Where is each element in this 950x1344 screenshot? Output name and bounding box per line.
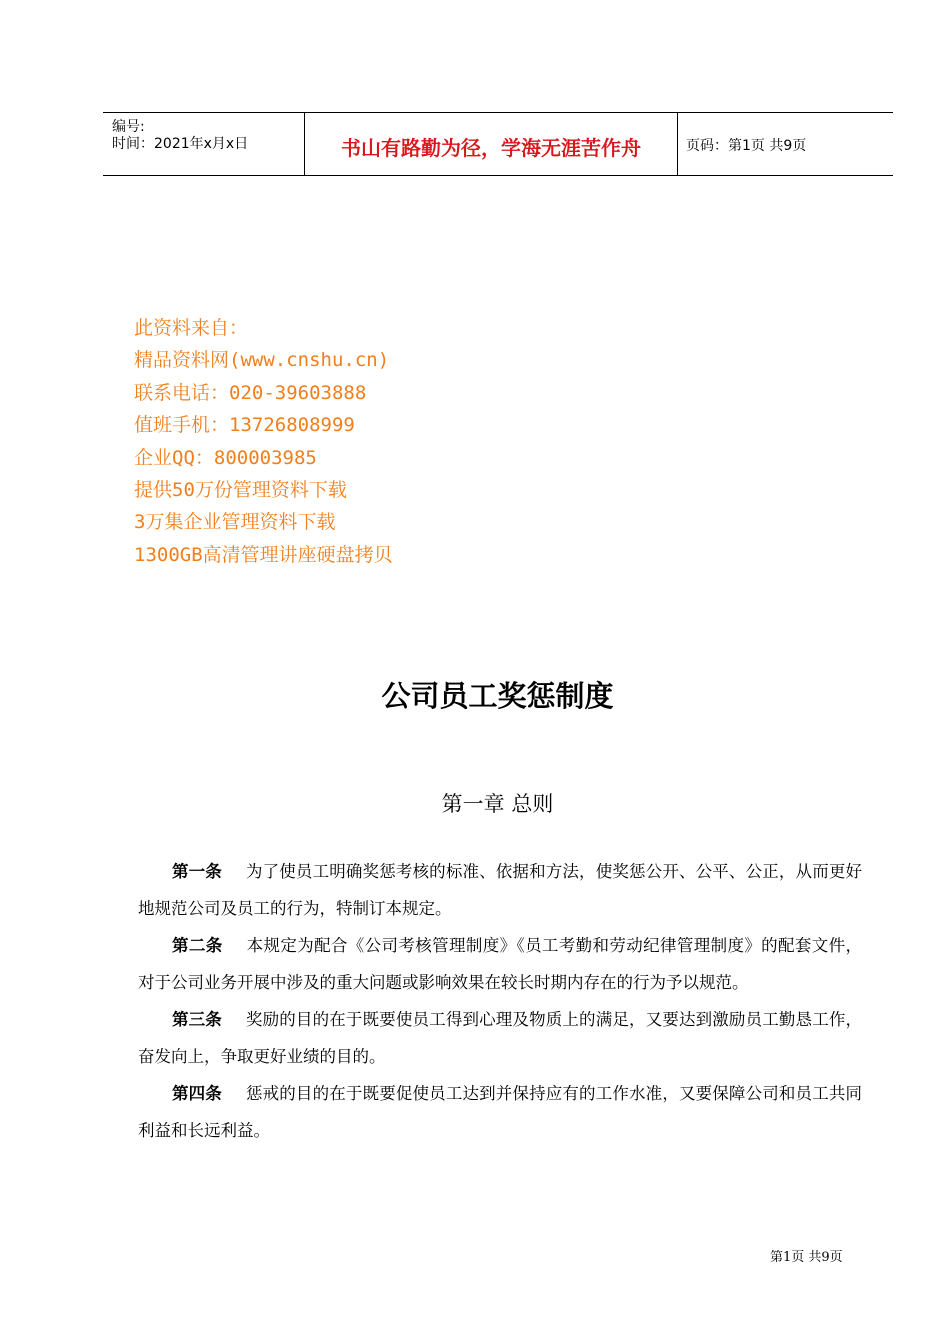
- article-text: 惩戒的目的在于既要促使员工达到并保持应有的工作水准，又要保障公司和员工共同利益和长远利益。: [138, 1084, 863, 1140]
- header-meta-cell: [103, 113, 305, 175]
- source-line: 1300GB高清管理讲座硬盘拷贝: [134, 543, 393, 566]
- source-info-block: [134, 312, 393, 571]
- header-motto-cell: [305, 113, 678, 175]
- document-title: 公司员工奖惩制度: [381, 679, 614, 713]
- article-label: 第四条: [172, 1084, 222, 1103]
- article-paragraph: [138, 1075, 862, 1149]
- article-label: 第二条: [172, 936, 223, 955]
- article-label: 第三条: [172, 1010, 222, 1029]
- source-line: 提供50万份管理资料下载: [134, 478, 347, 501]
- document-number-label: 编号:: [112, 119, 145, 135]
- source-line: 联系电话：020-39603888: [134, 381, 367, 404]
- article-text: 为了使员工明确奖惩考核的标准、依据和方法，使奖惩公开、公平、公正，从而更好地规范公司及员工的行为，特制订本规定。: [138, 862, 863, 918]
- header-page-info: 页码：第1页 共9页: [686, 138, 807, 154]
- header-motto: 书山有路勤为径，学海无涯苦作舟: [341, 136, 641, 160]
- source-line: 值班手机：13726808999: [134, 414, 355, 437]
- document-header: [103, 112, 893, 176]
- article-paragraph: [138, 853, 862, 927]
- article-text: 本规定为配合《公司考核管理制度》《员工考勤和劳动纪律管理制度》的配套文件，对于公司业务开展中涉及的重大问题或影响效果在较长时期内存在的行为予以规范。: [138, 936, 863, 992]
- source-line: 此资料来自：: [134, 317, 249, 339]
- chapter-heading: 第一章 总则: [441, 792, 554, 816]
- document-time-label: 时间：2021年x月x日: [112, 136, 249, 152]
- header-page-cell: [678, 113, 893, 175]
- article-label: 第一条: [172, 862, 222, 881]
- source-line: 精品资料网(www.cnshu.cn): [134, 349, 390, 372]
- source-line: 企业QQ：800003985: [134, 446, 317, 469]
- article-text: 奖励的目的在于既要使员工得到心理及物质上的满足，又要达到激励员工勤恳工作，奋发向上，争取更好业绩的目的。: [138, 1010, 863, 1066]
- source-line: 3万集企业管理资料下载: [134, 511, 336, 534]
- article-paragraph: [138, 927, 862, 1001]
- article-paragraph: [138, 1001, 862, 1075]
- page-footer: 第1页 共9页: [770, 1250, 843, 1265]
- articles-section: [138, 853, 862, 1149]
